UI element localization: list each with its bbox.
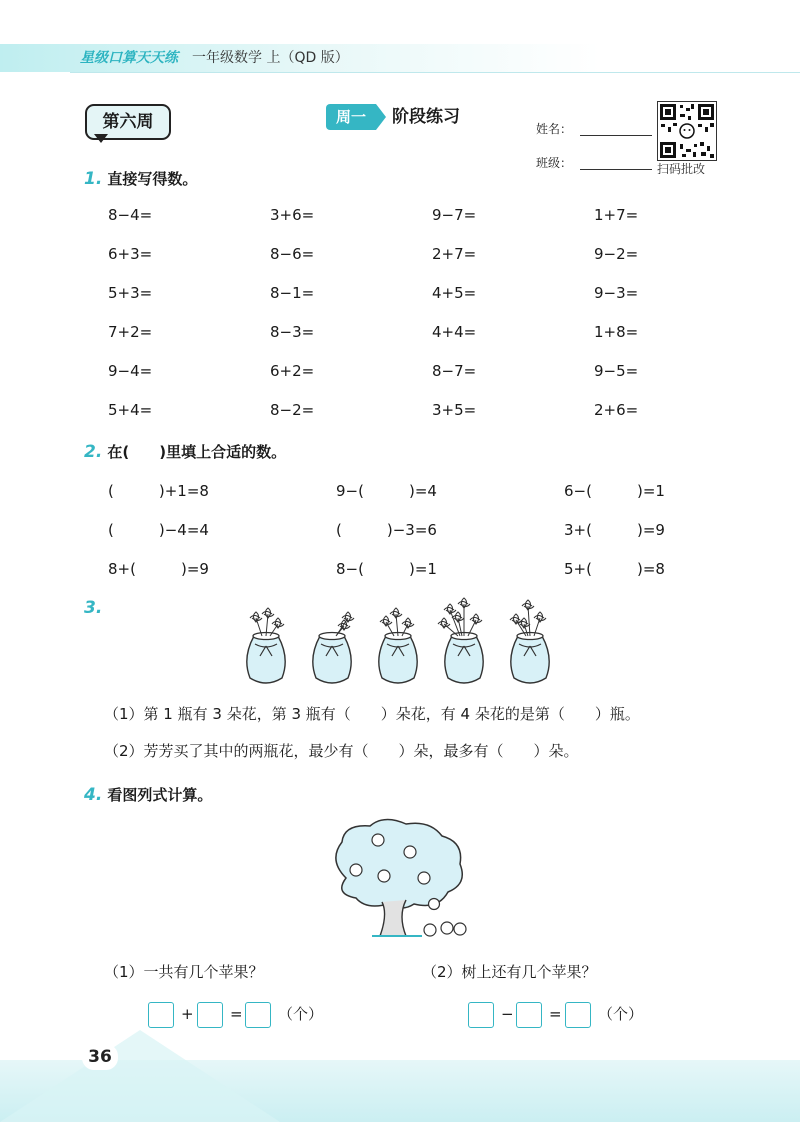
calc-item[interactable]: 5+3=	[108, 284, 153, 302]
book-subtitle: 一年级数学 上（QD 版）	[192, 50, 349, 66]
apple	[378, 870, 390, 882]
calc-item[interactable]: 8−4=	[108, 206, 153, 224]
fill-blank-item[interactable]: 8−( )=1	[336, 560, 437, 578]
calc-item[interactable]: 4+5=	[432, 284, 477, 302]
fill-blank-item[interactable]: 8+( )=9	[108, 560, 209, 578]
calc-item[interactable]: 8−6=	[270, 245, 315, 263]
section-4-title: 看图列式计算。	[107, 786, 213, 804]
apple	[424, 924, 436, 936]
answer-box[interactable]	[565, 1002, 591, 1028]
vase-1	[247, 608, 285, 683]
fill-blank-item[interactable]: 3+( )=9	[564, 521, 665, 539]
fill-blank-item[interactable]: 5+( )=8	[564, 560, 665, 578]
calc-item[interactable]: 6+2=	[270, 362, 315, 380]
calc-item[interactable]: 2+6=	[594, 401, 639, 419]
answer-box[interactable]	[245, 1002, 271, 1028]
calc-item[interactable]: 6+3=	[108, 245, 153, 263]
calc-item[interactable]: 8−3=	[270, 323, 315, 341]
topic-title: 阶段练习	[392, 107, 460, 127]
day-badge: 周一	[326, 104, 376, 130]
section-2-title: 在( )里填上合适的数。	[107, 443, 287, 461]
fill-blank-item[interactable]: ( )−3=6	[336, 521, 437, 539]
question-4-1: （1）一共有几个苹果？	[104, 963, 264, 981]
answer-box[interactable]	[516, 1002, 542, 1028]
section-1-title: 直接写得数。	[107, 170, 198, 188]
fill-blank-item[interactable]: ( )−4=4	[108, 521, 209, 539]
footer-decoration	[0, 1030, 280, 1122]
answer-box[interactable]	[468, 1002, 494, 1028]
week-badge-tail	[94, 134, 108, 143]
apple	[418, 872, 430, 884]
calc-item[interactable]: 9−4=	[108, 362, 153, 380]
section-3-number: 3.	[84, 598, 103, 618]
question-3-2[interactable]: （2）芳芳买了其中的两瓶花，最少有（ ）朵，最多有（ ）朵。	[104, 742, 579, 760]
section-2-heading	[84, 441, 286, 462]
unit-label: （个）	[278, 1005, 324, 1023]
answer-box[interactable]	[148, 1002, 174, 1028]
equals-sign: =	[230, 1005, 243, 1023]
calc-item[interactable]: 7+2=	[108, 323, 153, 341]
section-4-heading	[84, 784, 212, 805]
qr-caption: 扫码批改	[657, 162, 706, 176]
apple	[372, 834, 384, 846]
vase-2	[313, 612, 354, 683]
header-divider	[70, 72, 800, 73]
name-label: 姓名：	[536, 122, 573, 136]
apple	[429, 899, 440, 910]
section-1-heading	[84, 168, 197, 189]
section-4-number: 4.	[84, 785, 103, 805]
calc-item[interactable]: 1+7=	[594, 206, 639, 224]
calc-item[interactable]: 4+4=	[432, 323, 477, 341]
qr-code[interactable]	[657, 101, 717, 161]
apple	[350, 864, 362, 876]
day-badge-arrow	[376, 104, 386, 130]
plus-sign: +	[181, 1005, 194, 1023]
vase-4	[438, 598, 483, 683]
class-label: 班级：	[536, 156, 573, 170]
answer-box[interactable]	[197, 1002, 223, 1028]
calc-item[interactable]: 3+5=	[432, 401, 477, 419]
fill-blank-grid	[108, 481, 764, 598]
calc-item[interactable]: 8−1=	[270, 284, 315, 302]
apple	[404, 846, 416, 858]
name-field[interactable]	[580, 135, 652, 136]
unit-label: （个）	[598, 1005, 644, 1023]
fill-blank-item[interactable]: 6−( )=1	[564, 482, 665, 500]
apple-tree-illustration	[326, 818, 476, 940]
vase-3	[379, 608, 417, 683]
apple	[454, 923, 466, 935]
calc-item[interactable]: 3+6=	[270, 206, 315, 224]
fill-blank-item[interactable]: ( )+1=8	[108, 482, 209, 500]
class-field[interactable]	[580, 169, 652, 170]
calc-item[interactable]: 1+8=	[594, 323, 639, 341]
calc-item[interactable]: 2+7=	[432, 245, 477, 263]
calc-item[interactable]: 5+4=	[108, 401, 153, 419]
question-4-2: （2）树上还有几个苹果？	[422, 963, 597, 981]
calc-item[interactable]: 9−3=	[594, 284, 639, 302]
minus-sign: −	[501, 1005, 514, 1023]
vase-5	[510, 600, 549, 683]
apple	[441, 922, 453, 934]
calc-grid	[108, 205, 756, 439]
calc-item[interactable]: 8−2=	[270, 401, 315, 419]
qr-code-icon	[658, 102, 716, 160]
week-badge: 第六周	[85, 104, 171, 140]
fill-blank-item[interactable]: 9−( )=4	[336, 482, 437, 500]
calc-item[interactable]: 9−7=	[432, 206, 477, 224]
flower-vases-illustration	[236, 596, 566, 688]
calc-item[interactable]: 9−2=	[594, 245, 639, 263]
question-3-1[interactable]: （1）第 1 瓶有 3 朵花，第 3 瓶有（ ）朵花，有 4 朵花的是第（ ）瓶。	[104, 705, 640, 723]
calc-item[interactable]: 9−5=	[594, 362, 639, 380]
page-number: 36	[82, 1044, 118, 1070]
calc-item[interactable]: 8−7=	[432, 362, 477, 380]
section-1-number: 1.	[84, 169, 103, 189]
equals-sign: =	[549, 1005, 562, 1023]
series-title: 星级口算天天练	[80, 50, 178, 66]
section-2-number: 2.	[84, 442, 103, 462]
